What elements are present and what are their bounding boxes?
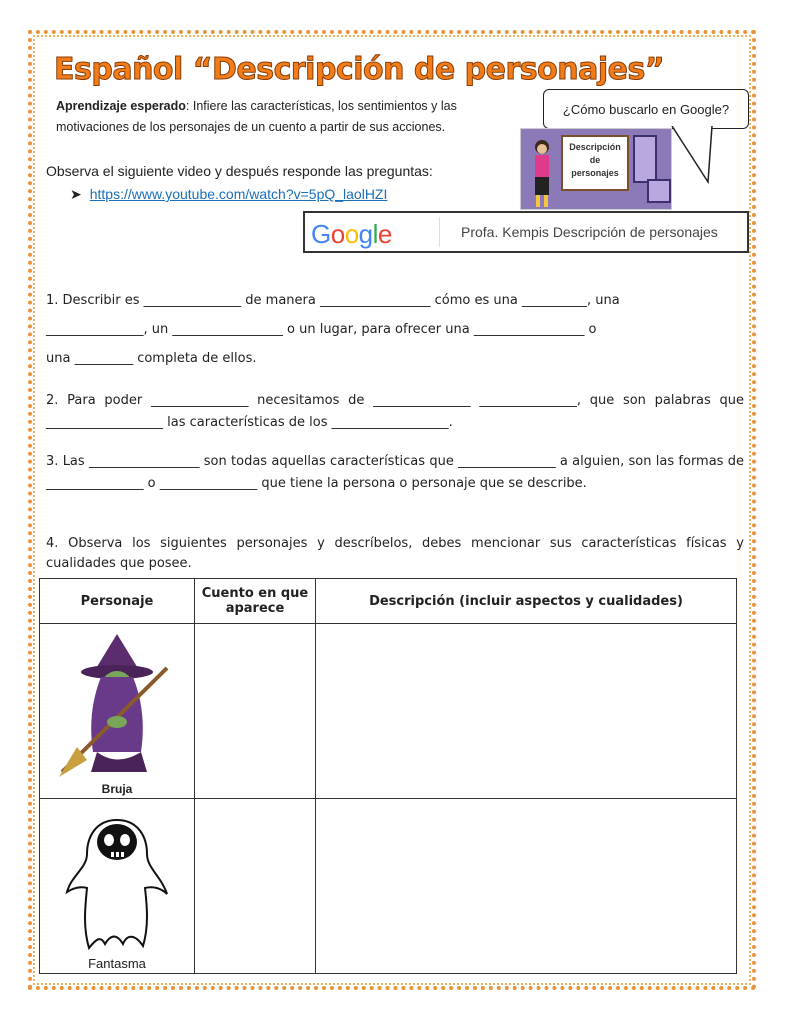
search-query[interactable]: Profa. Kempis Descripción de personajes bbox=[461, 224, 718, 240]
video-link-row bbox=[70, 186, 387, 203]
question-3: 3. Las _________________ son todas aquellas características que _______________ a alguien, son las formas de _______________ o _______________ que tiene la persona o personaje que se describe. bbox=[46, 454, 744, 491]
character-cell bbox=[40, 624, 195, 799]
speech-bubble: ¿Cómo buscarlo en Google? bbox=[543, 89, 749, 129]
question-1-line: una _________ completa de ellos. bbox=[46, 351, 257, 366]
header-cuento: Cuento en que aparece bbox=[195, 579, 316, 624]
ghost-icon bbox=[57, 816, 177, 956]
arrow-bullet-icon: ➤ bbox=[70, 186, 82, 202]
teacher-icon bbox=[527, 137, 557, 209]
witch-icon bbox=[57, 632, 177, 782]
header-descripcion: Descripción (incluir aspectos y cualidades) bbox=[316, 579, 737, 624]
header-personaje: Personaje bbox=[40, 579, 195, 624]
page-title: Español “Descripción de personajes” bbox=[54, 52, 665, 87]
search-divider bbox=[439, 217, 440, 247]
speech-bubble-tail-icon bbox=[668, 126, 718, 186]
story-cell[interactable] bbox=[195, 799, 316, 974]
character-name: Fantasma bbox=[88, 956, 146, 971]
learning-objective bbox=[56, 96, 526, 138]
thumbnail-title-line: Descripción bbox=[569, 142, 621, 152]
thumbnail-title-line: de bbox=[589, 155, 601, 165]
character-cell bbox=[40, 799, 195, 974]
question-2: 2. Para poder _______________ necesitamos de _______________ _______________, que son palabras que __________________ las características de los __________________. bbox=[46, 393, 744, 430]
table-row bbox=[40, 624, 737, 799]
video-link[interactable]: https://www.youtube.com/watch?v=5pQ_laolHZI bbox=[89, 186, 388, 202]
instruction-text: Observa el siguiente video y después responde las preguntas: bbox=[46, 163, 433, 179]
table-header-row bbox=[40, 579, 737, 624]
character-table bbox=[39, 578, 737, 974]
question-1 bbox=[46, 286, 744, 373]
question-1-line: 1. Describir es _______________ de manera _________________ cómo es una __________, una bbox=[46, 293, 620, 308]
google-search-bar[interactable] bbox=[303, 211, 749, 253]
window-icon bbox=[633, 135, 657, 183]
learning-objective-text: : Infiere las características, los sentimientos y las motivaciones de los personajes de un cuento a partir de sus acciones. bbox=[56, 99, 457, 134]
window-icon bbox=[647, 179, 671, 203]
learning-objective-label: Aprendizaje esperado bbox=[56, 99, 186, 113]
video-thumbnail[interactable] bbox=[520, 128, 672, 210]
story-cell[interactable] bbox=[195, 624, 316, 799]
question-1-line: _______________, un _________________ o un lugar, para ofrecer una _________________ o bbox=[46, 322, 597, 337]
thumbnail-title-line: personajes bbox=[571, 168, 619, 178]
character-name: Bruja bbox=[101, 782, 133, 796]
description-cell[interactable] bbox=[316, 799, 737, 974]
thumbnail-title-panel bbox=[561, 135, 629, 191]
description-cell[interactable] bbox=[316, 624, 737, 799]
google-logo: Google bbox=[311, 219, 392, 249]
question-4: 4. Observa los siguientes personajes y descríbelos, debes mencionar sus características físicas y cualidades que posee. bbox=[46, 536, 744, 571]
table-row bbox=[40, 799, 737, 974]
